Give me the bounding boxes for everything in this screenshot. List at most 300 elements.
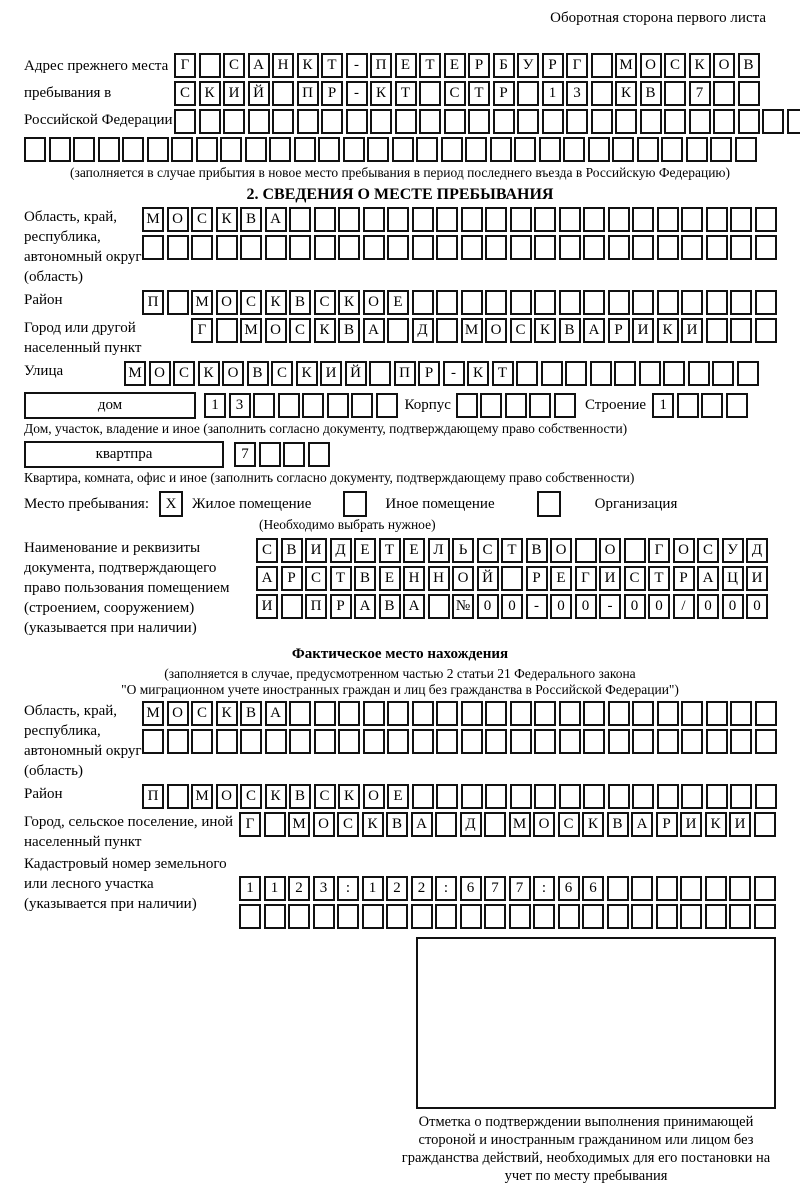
form-cell (738, 81, 760, 106)
form-cell: 6 (460, 876, 482, 901)
form-cell: О (167, 701, 189, 726)
form-cell: Р (281, 566, 303, 591)
form-cell (542, 109, 564, 134)
form-cell: - (599, 594, 621, 619)
form-cell (681, 207, 703, 232)
form-cell: И (680, 812, 702, 837)
form-cell (706, 729, 728, 754)
form-cell (369, 361, 391, 386)
form-cell (710, 137, 732, 162)
form-cell: 7 (509, 876, 531, 901)
form-cell (681, 290, 703, 315)
form-cell (485, 207, 507, 232)
form-cell (419, 81, 441, 106)
form-cell (122, 137, 144, 162)
region-row-2 (142, 235, 777, 260)
form-cell (726, 393, 748, 418)
form-cell (559, 207, 581, 232)
form-cell: А (583, 318, 605, 343)
form-cell (142, 729, 164, 754)
form-cell (762, 109, 784, 134)
form-cell (534, 290, 556, 315)
form-cell (705, 876, 727, 901)
form-cell: С (191, 207, 213, 232)
prev-address-note: (заполняется в случае прибытия в новое место пребывания в период последнего въезда в Российскую Федерацию) (24, 165, 776, 181)
form-cell: - (346, 53, 368, 78)
form-cell (253, 393, 275, 418)
form-cell (444, 109, 466, 134)
form-cell: В (607, 812, 629, 837)
form-cell: И (256, 594, 278, 619)
form-cell (338, 235, 360, 260)
region-label: Область, край, республика, автономный округ (область) (24, 207, 142, 287)
form-cell (656, 876, 678, 901)
form-cell (755, 318, 777, 343)
form-cell (392, 137, 414, 162)
form-cell (327, 393, 349, 418)
form-cell (583, 784, 605, 809)
form-cell (510, 701, 532, 726)
prev-address-row-2 (174, 81, 800, 106)
form-cell: О (265, 318, 287, 343)
form-cell: У (517, 53, 539, 78)
district-label: Район (24, 290, 142, 310)
form-cell: 3 (313, 876, 335, 901)
form-cell (583, 207, 605, 232)
option-other-premises-label: Иное помещение (385, 496, 494, 513)
form-cell: В (526, 538, 548, 563)
document-rows (256, 538, 768, 619)
form-cell: И (729, 812, 751, 837)
form-cell (688, 361, 710, 386)
form-cell: А (265, 701, 287, 726)
form-cell: К (297, 53, 319, 78)
form-cell: Р (673, 566, 695, 591)
form-cell: В (354, 566, 376, 591)
form-cell (514, 137, 536, 162)
form-cell: Е (550, 566, 572, 591)
form-cell (787, 109, 800, 134)
form-cell: В (338, 318, 360, 343)
form-cell (607, 904, 629, 929)
form-cell: Р (542, 53, 564, 78)
form-cell: С (173, 361, 195, 386)
form-cell: Е (403, 538, 425, 563)
form-cell (363, 207, 385, 232)
actual-region-rows (142, 701, 777, 754)
form-cell: К (705, 812, 727, 837)
form-cell: О (167, 207, 189, 232)
form-cell: П (297, 81, 319, 106)
form-cell (583, 701, 605, 726)
form-cell (559, 784, 581, 809)
stay-type-row (24, 491, 776, 517)
region-row-1 (142, 207, 777, 232)
form-cell: О (485, 318, 507, 343)
form-cell: М (461, 318, 483, 343)
form-cell (370, 109, 392, 134)
form-cell (338, 729, 360, 754)
form-cell (730, 318, 752, 343)
house-row (24, 392, 776, 419)
form-cell (245, 137, 267, 162)
form-cell: Д (412, 318, 434, 343)
actual-city-field (24, 812, 776, 852)
form-cell: О (222, 361, 244, 386)
checkbox-residential: X (159, 491, 183, 517)
form-cell: П (370, 53, 392, 78)
form-cell: К (338, 784, 360, 809)
form-cell (308, 442, 330, 467)
form-cell (663, 361, 685, 386)
form-cell (351, 393, 373, 418)
form-cell (755, 729, 777, 754)
form-cell (191, 235, 213, 260)
form-cell (534, 701, 556, 726)
document-row-1 (256, 538, 768, 563)
form-cell: М (191, 784, 213, 809)
form-cell (656, 904, 678, 929)
form-cell: Г (239, 812, 261, 837)
form-cell (729, 876, 751, 901)
form-cell: В (640, 81, 662, 106)
form-cell (338, 207, 360, 232)
street-label: Улица (24, 361, 124, 381)
cadastral-field (24, 854, 776, 929)
form-cell (272, 81, 294, 106)
form-cell (412, 235, 434, 260)
form-cell: Т (395, 81, 417, 106)
form-cell (590, 361, 612, 386)
form-cell (510, 784, 532, 809)
form-cell: К (265, 784, 287, 809)
form-cell (346, 109, 368, 134)
form-cell (558, 904, 580, 929)
form-cell (575, 538, 597, 563)
form-cell (657, 235, 679, 260)
form-cell (615, 109, 637, 134)
form-cell: Р (468, 53, 490, 78)
form-cell (754, 876, 776, 901)
form-cell: С (256, 538, 278, 563)
checkbox-other-premises (343, 491, 367, 517)
form-cell: Т (648, 566, 670, 591)
form-cell: О (550, 538, 572, 563)
form-cell (281, 594, 303, 619)
form-cell (681, 235, 703, 260)
page-side-note: Оборотная сторона первого листа (24, 6, 776, 27)
form-cell (460, 904, 482, 929)
form-cell (191, 729, 213, 754)
region-rows (142, 207, 777, 260)
form-cell (428, 594, 450, 619)
form-cell: А (411, 812, 433, 837)
form-cell: С (664, 53, 686, 78)
form-cell: 1 (264, 876, 286, 901)
form-cell (510, 290, 532, 315)
form-cell (559, 235, 581, 260)
form-cell (411, 904, 433, 929)
form-cell (436, 729, 458, 754)
form-cell (541, 361, 563, 386)
actual-city-label: Город, сельское поселение, иной населенный пункт (24, 812, 239, 852)
form-cell (563, 137, 585, 162)
form-cell (387, 235, 409, 260)
form-cell (343, 137, 365, 162)
form-cell: Е (395, 53, 417, 78)
house-label-box: дом (24, 392, 196, 419)
form-cell: К (199, 81, 221, 106)
actual-region-field (24, 701, 776, 781)
form-cell: 0 (501, 594, 523, 619)
form-cell: В (386, 812, 408, 837)
form-cell (608, 784, 630, 809)
form-cell (264, 904, 286, 929)
form-cell (706, 318, 728, 343)
form-cell (529, 393, 551, 418)
form-cell: Д (746, 538, 768, 563)
form-cell (637, 137, 659, 162)
form-cell (240, 235, 262, 260)
form-cell (216, 235, 238, 260)
form-cell (485, 784, 507, 809)
form-cell (565, 361, 587, 386)
form-cell (559, 290, 581, 315)
form-cell (412, 290, 434, 315)
form-cell: К (657, 318, 679, 343)
form-cell (539, 137, 561, 162)
form-cell (461, 701, 483, 726)
form-cell: И (746, 566, 768, 591)
form-cell: Р (330, 594, 352, 619)
form-cell: Й (477, 566, 499, 591)
form-cell: С (624, 566, 646, 591)
form-cell: М (509, 812, 531, 837)
form-cell (167, 235, 189, 260)
form-cell (754, 904, 776, 929)
form-cell (436, 318, 458, 343)
form-cell (412, 207, 434, 232)
form-cell: Г (575, 566, 597, 591)
form-cell (216, 729, 238, 754)
form-cell (441, 137, 463, 162)
form-cell (534, 207, 556, 232)
form-cell (367, 137, 389, 162)
form-cell: : (337, 876, 359, 901)
actual-district-label: Район (24, 784, 142, 804)
form-cell (730, 701, 752, 726)
city-label: Город или другой населенный пункт (24, 318, 191, 358)
form-cell: П (142, 784, 164, 809)
stroenie-label: Строение (585, 397, 646, 414)
form-cell: 2 (411, 876, 433, 901)
form-cell: 3 (566, 81, 588, 106)
form-cell: О (363, 290, 385, 315)
form-cell (436, 784, 458, 809)
form-cell: Т (379, 538, 401, 563)
form-cell: / (673, 594, 695, 619)
section2-title: 2. СВЕДЕНИЯ О МЕСТЕ ПРЕБЫВАНИЯ (24, 186, 776, 204)
form-cell (713, 81, 735, 106)
form-cell (436, 290, 458, 315)
form-cell: В (247, 361, 269, 386)
form-cell (259, 442, 281, 467)
house-number-cells (204, 393, 398, 418)
form-cell (705, 904, 727, 929)
form-cell (534, 235, 556, 260)
form-cell: В (240, 207, 262, 232)
form-cell (376, 393, 398, 418)
form-cell (566, 109, 588, 134)
document-field (24, 538, 776, 638)
form-cell (435, 904, 457, 929)
form-cell: О (713, 53, 735, 78)
form-cell (314, 207, 336, 232)
form-cell: 6 (558, 876, 580, 901)
form-cell: С (289, 318, 311, 343)
checkbox-organization (537, 491, 561, 517)
form-cell (730, 207, 752, 232)
form-cell: : (533, 876, 555, 901)
actual-district-field (24, 784, 776, 809)
form-cell: П (142, 290, 164, 315)
form-cell: С (510, 318, 532, 343)
form-cell (314, 235, 336, 260)
form-cell (517, 81, 539, 106)
form-cell (461, 290, 483, 315)
form-cell: Е (387, 784, 409, 809)
form-cell: У (722, 538, 744, 563)
form-cell (220, 137, 242, 162)
form-cell (484, 904, 506, 929)
form-cell (436, 207, 458, 232)
form-cell: К (362, 812, 384, 837)
form-cell (480, 393, 502, 418)
form-cell (294, 137, 316, 162)
form-cell: Г (566, 53, 588, 78)
document-row-3 (256, 594, 768, 619)
stay-type-note: (Необходимо выбрать нужное) (24, 517, 776, 533)
form-cell: 2 (386, 876, 408, 901)
form-cell: : (435, 876, 457, 901)
prev-address-rows (174, 53, 800, 134)
form-cell: 7 (689, 81, 711, 106)
form-cell: Т (492, 361, 514, 386)
form-cell: М (191, 290, 213, 315)
form-cell (533, 904, 555, 929)
apartment-cells (234, 442, 330, 467)
stroenie-cells (652, 393, 748, 418)
form-cell: 1 (239, 876, 261, 901)
form-cell (289, 701, 311, 726)
form-cell: Г (174, 53, 196, 78)
form-cell: М (288, 812, 310, 837)
form-cell (657, 701, 679, 726)
form-cell (664, 109, 686, 134)
actual-region-row-1 (142, 701, 777, 726)
form-cell (608, 729, 630, 754)
form-cell (362, 904, 384, 929)
form-cell: И (305, 538, 327, 563)
form-cell: Р (526, 566, 548, 591)
city-row (191, 318, 777, 343)
cadastral-label: Кадастровый номер земельного или лесного участка (указывается при наличии) (24, 854, 239, 914)
form-cell (461, 784, 483, 809)
form-cell (289, 235, 311, 260)
form-cell (632, 207, 654, 232)
form-cell (171, 137, 193, 162)
form-cell: С (314, 290, 336, 315)
district-field (24, 290, 776, 315)
actual-location-note-2: "О миграционном учете иностранных граждан и лиц без гражданства в Российской Федерации") (24, 682, 776, 698)
form-cell: С (223, 53, 245, 78)
form-cell (631, 904, 653, 929)
form-cell: В (289, 784, 311, 809)
form-cell (632, 729, 654, 754)
cadastral-row-2 (239, 904, 776, 929)
form-cell (386, 904, 408, 929)
option-residential-label: Жилое помещение (192, 496, 311, 513)
actual-location-title: Фактическое место нахождения (24, 646, 776, 663)
form-cell: Р (493, 81, 515, 106)
form-cell (657, 729, 679, 754)
form-cell: Й (345, 361, 367, 386)
form-cell: Й (248, 81, 270, 106)
form-cell: Р (608, 318, 630, 343)
form-cell: А (631, 812, 653, 837)
form-cell (614, 361, 636, 386)
form-cell (664, 81, 686, 106)
form-cell (461, 207, 483, 232)
prev-address-row-3 (174, 109, 800, 134)
form-cell: 7 (484, 876, 506, 901)
form-cell (582, 904, 604, 929)
form-cell: А (354, 594, 376, 619)
form-cell (755, 784, 777, 809)
form-cell: 0 (722, 594, 744, 619)
form-cell (713, 109, 735, 134)
form-cell: А (265, 207, 287, 232)
form-cell (701, 393, 723, 418)
form-cell: С (444, 81, 466, 106)
form-cell (554, 393, 576, 418)
form-cell: 0 (550, 594, 572, 619)
form-cell: М (240, 318, 262, 343)
form-cell: Р (321, 81, 343, 106)
form-cell: Ь (452, 538, 474, 563)
form-cell: Е (379, 566, 401, 591)
form-cell: Е (444, 53, 466, 78)
form-cell (239, 904, 261, 929)
form-cell: Т (501, 538, 523, 563)
form-cell (632, 235, 654, 260)
confirmation-mark-caption: Отметка о подтверждении выполнения принимающей стороной и иностранным гражданином или лицом без гражданства действий, необходимых для его постановки на учет по месту пребывания (390, 1113, 782, 1185)
form-cell (313, 904, 335, 929)
form-cell (49, 137, 71, 162)
apartment-row (24, 441, 776, 468)
form-cell (730, 290, 752, 315)
district-row (142, 290, 777, 315)
form-cell (755, 235, 777, 260)
form-cell (216, 318, 238, 343)
form-cell (387, 207, 409, 232)
form-cell (517, 109, 539, 134)
form-cell (689, 109, 711, 134)
form-cell: С (305, 566, 327, 591)
form-cell (730, 729, 752, 754)
form-cell: К (198, 361, 220, 386)
form-cell: Р (656, 812, 678, 837)
